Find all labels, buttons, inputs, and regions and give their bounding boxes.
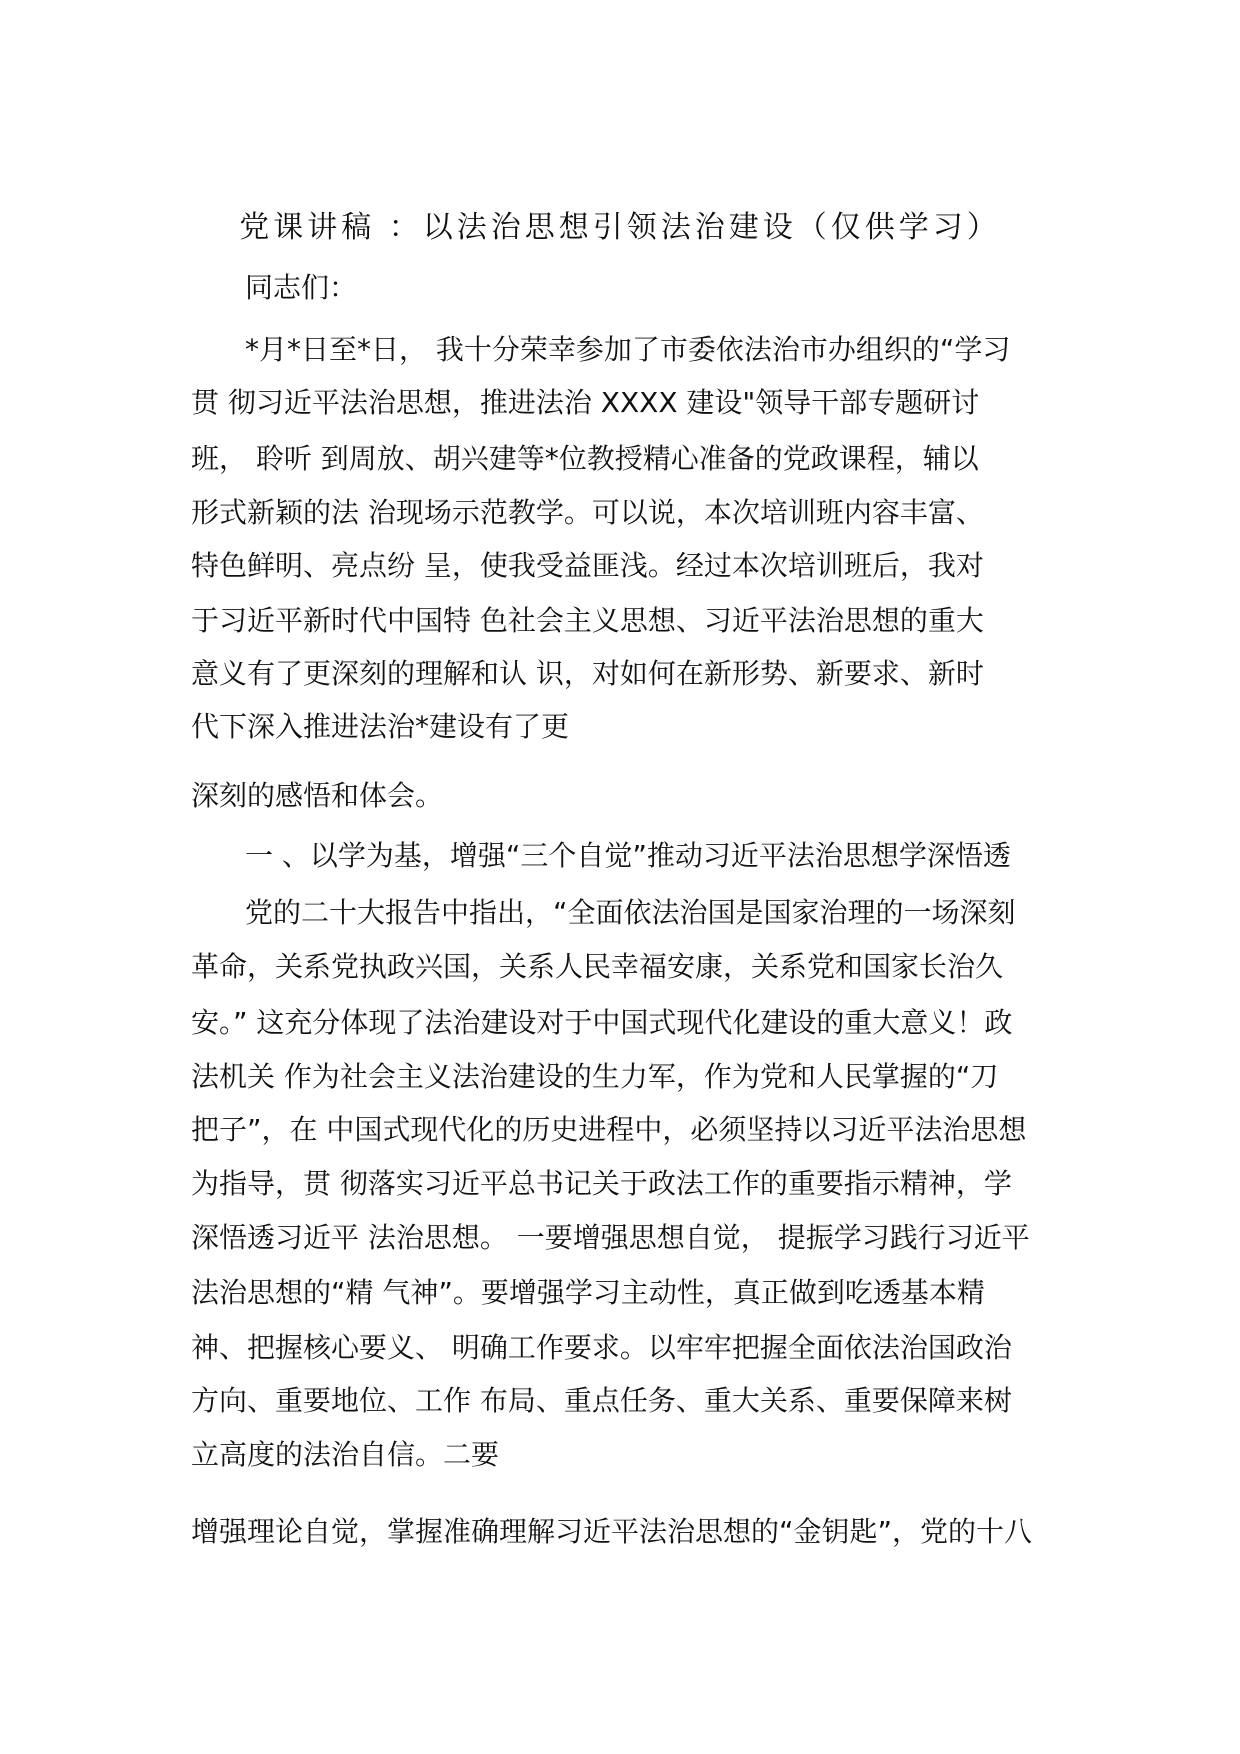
paragraph-line: 形式新颖的法 治现场示范教学。可以说，本次培训班内容丰富、 xyxy=(191,496,984,529)
paragraph-line: 立高度的法治自信。二要 xyxy=(191,1438,500,1471)
paragraph-line: 把子”，在 中国式现代化的历史进程中，必须坚持以习近平法治思想 xyxy=(191,1113,1027,1146)
paragraph-line: 增强理论自觉，掌握准确理解习近平法治思想的“金钥匙”，党的十八 xyxy=(191,1515,1033,1548)
paragraph-line: 革命，关系党执政兴国，关系人民幸福安康，关系党和国家长治久 xyxy=(191,950,1004,983)
paragraph-line: 党的二十大报告中指出，“全面依法治国是国家治理的一场深刻 xyxy=(245,896,1016,929)
paragraph-line: 深刻的感悟和体会。 xyxy=(191,779,444,812)
paragraph-line: 贯 彻习近平法治思想，推进法治 XXXX 建设"领导干部专题研讨 xyxy=(191,386,980,419)
paragraph-line: 特色鲜明、亮点纷 呈，使我受益匪浅。经过本次培训班后，我对 xyxy=(191,549,984,582)
paragraph-line: *月*日至*日， 我十分荣幸参加了市委依法治市办组织的“学习 xyxy=(245,333,1011,366)
section-heading: 一 、以学为基，增强“三个自觉”推动习近平法治思想学深悟透 xyxy=(245,839,1011,872)
paragraph-line: 方向、重要地位、工作 布局、重点任务、重大关系、重要保障来树 xyxy=(191,1384,1012,1417)
document-title: 党课讲稿 ：以法治思想引领法治建设（仅供学习） xyxy=(239,210,1001,245)
paragraph-line: 安。” 这充分体现了法治建设对于中国式现代化建设的重大意义！政 xyxy=(191,1006,1013,1039)
paragraph-line: 班， 聆听 到周放、胡兴建等*位教授精心准备的党政课程，辅以 xyxy=(191,442,979,475)
paragraph-line: 于习近平新时代中国特 色社会主义思想、习近平法治思想的重大 xyxy=(191,604,984,637)
paragraph-line: 代下深入推进法治*建设有了更 xyxy=(191,710,570,743)
paragraph-line: 法治思想的“精 气神”。要增强学习主动性，真正做到吃透基本精 xyxy=(191,1276,985,1309)
paragraph-line: 意义有了更深刻的理解和认 识，对如何在新形势、新要求、新时 xyxy=(191,657,984,690)
paragraph-line: 深悟透习近平 法治思想。 一要增强思想自觉， 提振学习践行习近平 xyxy=(191,1221,1030,1254)
paragraph-line: 为指导，贯 彻落实习近平总书记关于政法工作的重要指示精神，学 xyxy=(191,1167,1012,1200)
paragraph-line: 法机关 作为社会主义法治建设的生力军，作为党和人民掌握的“刀 xyxy=(191,1060,999,1093)
paragraph-line: 神、把握核心要义、 明确工作要求。以牢牢把握全面依法治国政治 xyxy=(191,1331,1012,1364)
salutation: 同志们： xyxy=(245,271,358,304)
